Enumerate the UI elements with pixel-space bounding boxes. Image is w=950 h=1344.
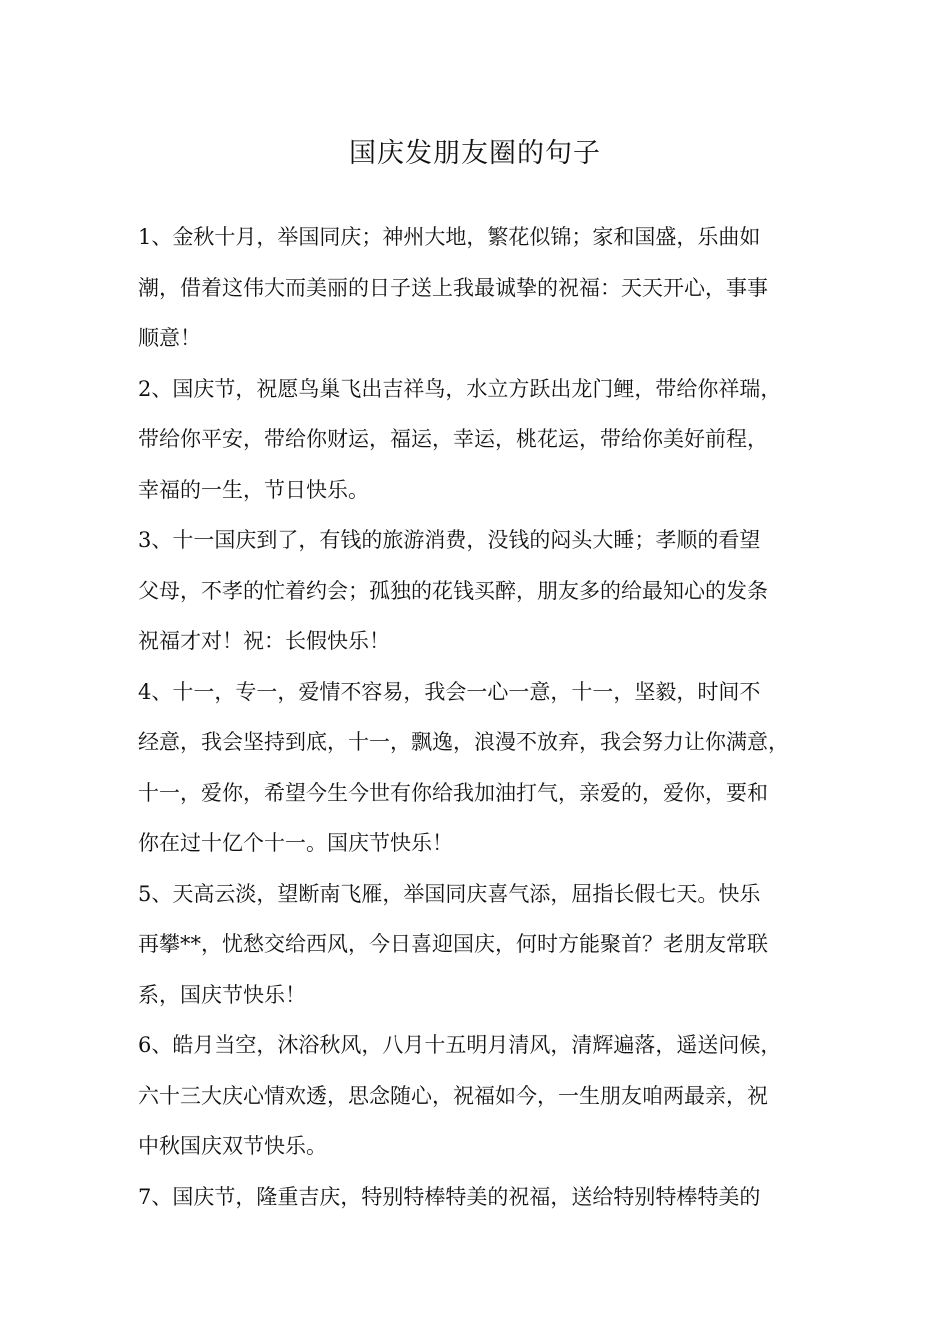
text-line: 系，国庆节快乐！: [138, 982, 306, 1007]
paragraph-7: [138, 1176, 828, 1227]
paragraph-1: [138, 216, 828, 368]
text-line: 4、十一，专一，爱情不容易，我会一心一意，十一，坚毅，时间不: [138, 679, 761, 704]
text-line: 父母，不孝的忙着约会；孤独的花钱买醉，朋友多的给最知心的发条: [138, 578, 768, 603]
text-line: 幸福的一生，节日快乐。: [138, 477, 369, 502]
text-line: 7、国庆节，隆重吉庆，特别特棒特美的祝福，送给特别特棒特美的: [138, 1184, 761, 1209]
text-line: 6、皓月当空，沐浴秋风，八月十五明月清风，清辉遍落，遥送问候，: [138, 1033, 782, 1057]
text-line: 顺意！: [138, 326, 201, 350]
paragraph-3: [138, 519, 828, 671]
text-line: 再攀**，忧愁交给西风，今日喜迎国庆，何时方能聚首？老朋友常联: [138, 932, 768, 956]
paragraph-4: [138, 671, 828, 873]
text-line: 3、十一国庆到了，有钱的旅游消费，没钱的闷头大睡；孝顺的看望: [138, 528, 761, 552]
text-line: 2、国庆节，祝愿鸟巢飞出吉祥鸟，水立方跃出龙门鲤，带给你祥瑞，: [138, 376, 782, 401]
paragraph-2: [138, 368, 828, 520]
text-line: 祝福才对！祝：长假快乐！: [138, 629, 390, 653]
document-title: 国庆发朋友圈的句子: [349, 138, 601, 169]
text-line: 十一，爱你，希望今生今世有你给我加油打气，亲爱的，爱你，要和: [138, 780, 768, 805]
text-line: 经意，我会坚持到底，十一，飘逸，浪漫不放弃，我会努力让你满意，: [138, 730, 789, 754]
text-line: 你在过十亿个十一。国庆节快乐！: [138, 831, 453, 855]
text-line: 中秋国庆双节快乐。: [138, 1134, 327, 1158]
text-line: 5、天高云淡，望断南飞雁，举国同庆喜气添，屈指长假七天。快乐: [138, 881, 761, 906]
text-line: 潮，借着这伟大而美丽的日子送上我最诚挚的祝福：天天开心，事事: [138, 275, 768, 300]
text-line: 带给你平安，带给你财运，福运，幸运，桃花运，带给你美好前程，: [138, 427, 768, 451]
paragraph-6: [138, 1024, 828, 1176]
paragraph-5: [138, 873, 828, 1025]
text-line: 六十三大庆心情欢透，思念随心，祝福如今，一生朋友咱两最亲，祝: [138, 1083, 768, 1108]
document-body: [138, 216, 828, 1226]
text-line: 1、金秋十月，举国同庆；神州大地，繁花似锦；家和国盛，乐曲如: [138, 225, 761, 249]
